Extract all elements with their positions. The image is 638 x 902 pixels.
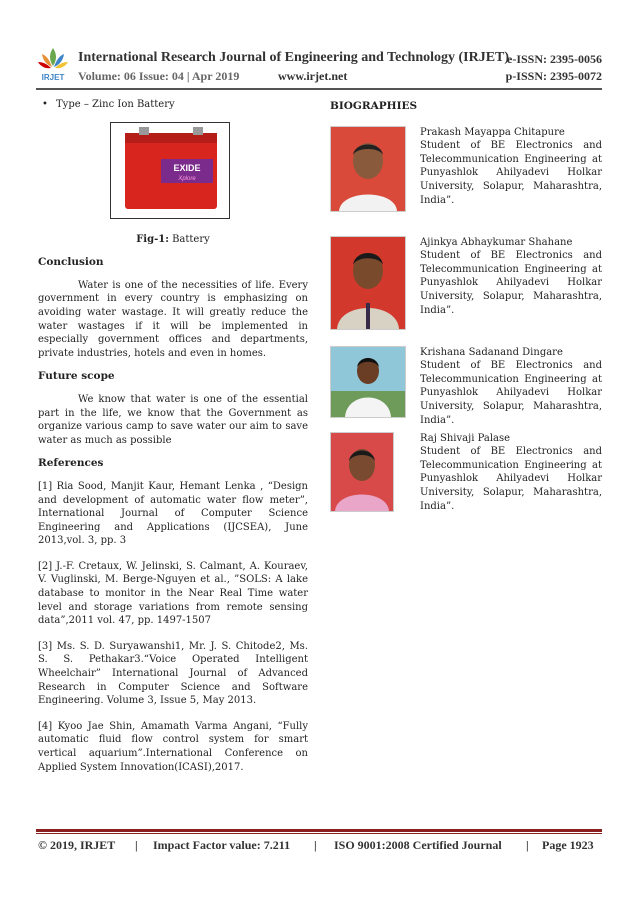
author-photo [330, 126, 406, 212]
iso-certification: ISO 9001:2008 Certified Journal [334, 838, 502, 852]
header-rule [36, 88, 602, 90]
figure-caption: Fig-1: Battery [136, 233, 210, 245]
author-photo [330, 346, 406, 418]
right-column [330, 98, 600, 542]
author-desc: Student of BE Electronics and Telecommunication Engineering at Punyashlok Ahilyadevi Holkar University, Solapur, Maharashtra, India”. [420, 360, 602, 426]
bullet-item: • Type – Zinc Ion Battery [42, 99, 175, 110]
pissn: p-ISSN: 2395-0072 [505, 69, 602, 83]
conclusion-text: Water is one of the necessities of life. Every government in every country is emphasizing on avoiding water wastage. It will greatly reduce the water wastages if it will be implemented in especially government offices and departments, private industries, hotels and even in homes. [38, 279, 308, 359]
svg-text:IRJET: IRJET [41, 73, 65, 82]
footer-rule-thin [36, 833, 602, 834]
conclusion-heading: Conclusion [38, 256, 104, 269]
bio-entry [330, 432, 600, 542]
author-desc: Student of BE Electronics and Telecommunication Engineering at Punyashlok Ahilyadevi Holkar University, Solapur, Maharashtra, India”. [420, 250, 602, 316]
future-scope-heading: Future scope [38, 370, 115, 383]
bio-entry [330, 126, 600, 236]
battery-image [111, 123, 229, 218]
website-link[interactable]: www.irjet.net [278, 69, 348, 83]
author-photo [330, 236, 406, 330]
svg-text:EXIDE: EXIDE [173, 162, 201, 173]
impact-factor: Impact Factor value: 7.211 [153, 838, 291, 852]
irjet-logo [36, 44, 70, 84]
footer-rule [36, 829, 602, 832]
biographies-heading: BIOGRAPHIES [330, 100, 418, 112]
author-name: Raj Shivaji Palase [420, 432, 511, 444]
copyright: © 2019, IRJET [38, 838, 116, 852]
bullet-dot-icon: • [42, 99, 48, 110]
eissn: e-ISSN: 2395-0056 [507, 52, 602, 66]
author-name: Ajinkya Abhaykumar Shahane [420, 236, 573, 248]
svg-text:Xplore: Xplore [178, 175, 196, 182]
author-desc: Student of BE Electronics and Telecommunication Engineering at Punyashlok Ahilyadevi Holkar University, Solapur, Maharashtra, India”. [420, 140, 602, 206]
page-number: Page 1923 [542, 838, 594, 852]
battery-figure [110, 122, 230, 219]
reference-item: [3] Ms. S. D. Suryawanshi1, Mr. J. S. Chitode2, Ms. S. S. Pethakar3.“Voice Operated Intelligent Wheelchair” International Journal of Advanced Research in Computer Science and Software Engineering. Volume 3, Issue 5, May 2013. [38, 640, 308, 707]
author-name: Prakash Mayappa Chitapure [420, 126, 565, 138]
footer-separator: | [314, 838, 317, 852]
future-scope-text: We know that water is one of the essential part in the life, we know that the Government as organize various camp to save water our aim to save water as much as possible [38, 393, 308, 446]
author-photo [330, 432, 394, 512]
left-column [38, 98, 308, 786]
footer-separator: | [526, 838, 529, 852]
references-heading: References [38, 457, 104, 470]
author-desc: Student of BE Electronics and Telecommunication Engineering at Punyashlok Ahilyadevi Holkar University, Solapur, Maharashtra, India”. [420, 446, 602, 512]
footer-separator: | [135, 838, 138, 852]
journal-title: International Research Journal of Engineering and Technology (IRJET) [78, 50, 510, 65]
issue-info: Volume: 06 Issue: 04 | Apr 2019 [78, 69, 240, 83]
page-header [34, 44, 604, 84]
reference-item: [2] J.-F. Cretaux, W. Jelinski, S. Calmant, A. Kouraev, V. Vuglinski, M. Berge-Nguyen et al., ”SOLS: A lake database to monitor in the Near Real Time water level and storage variations from remote sensing data”,2011 vol. 47, pp. 1497-1507 [38, 560, 308, 627]
bio-entry [330, 236, 600, 346]
reference-item: [4] Kyoo Jae Shin, Amamath Varma Angani, “Fully automatic fluid flow control system for smart vertical aquarium”.International Conference on Applied System Innovation(ICASI),2017. [38, 720, 308, 773]
author-name: Krishana Sadanand Dingare [420, 346, 563, 358]
bio-entry [330, 346, 600, 432]
reference-item: [1] Ria Sood, Manjit Kaur, Hemant Lenka , “Design and development of automatic water flow meter”, International Journal of Computer Science Engineering and Applications (IJCSEA), June 2013,vol. 3, pp. 3 [38, 480, 308, 547]
